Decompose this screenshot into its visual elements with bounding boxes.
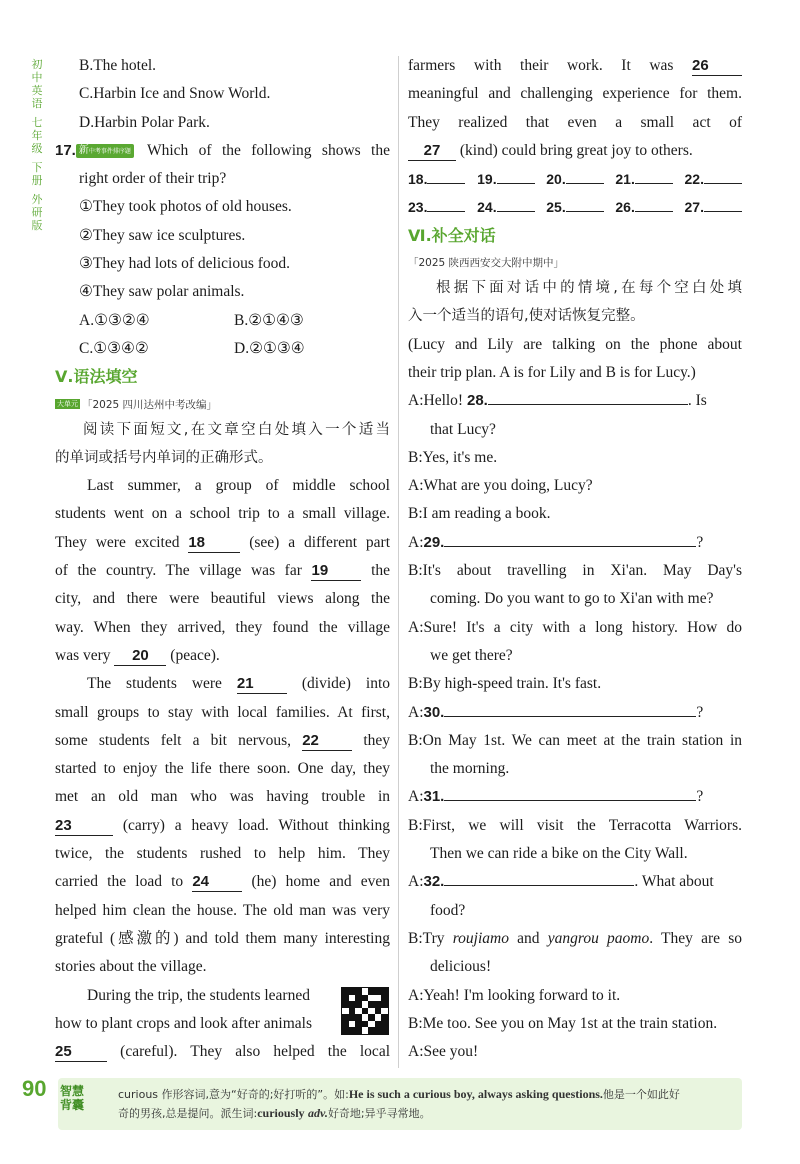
new-badge: 新中考事件排序题 bbox=[76, 144, 134, 158]
side-label-volume: 下册 bbox=[31, 161, 43, 187]
dialog-line: A:What are you doing, Lucy? bbox=[408, 477, 593, 495]
dialog-line: delicious! bbox=[430, 958, 492, 976]
passage-line: grateful (感激的) and told them many interesting bbox=[55, 929, 390, 947]
passage-line: met an old man who was having trouble in bbox=[55, 788, 390, 806]
q17-event-2: ②They saw ice sculptures. bbox=[79, 226, 246, 244]
passage-line: way. When they arrived, they found the village bbox=[55, 618, 390, 636]
answer-slot-19[interactable]: 19. bbox=[477, 165, 534, 193]
q16-option-d: D.Harbin Polar Park. bbox=[79, 113, 210, 131]
blank-27: 27 bbox=[408, 141, 456, 161]
blank-21: 21 bbox=[237, 674, 287, 694]
dialog-line: B:I am reading a book. bbox=[408, 505, 551, 523]
answer-slot-27[interactable]: 27. bbox=[685, 193, 742, 221]
answer-32-input[interactable] bbox=[444, 885, 634, 886]
q17-option-c: C.①③④② bbox=[79, 339, 149, 357]
dialog-line: A:30. ? bbox=[408, 703, 704, 721]
dialog-line: A:See you! bbox=[408, 1043, 479, 1061]
blank-19: 19 bbox=[311, 561, 361, 581]
dialog-line: B:Me too. See you on May 1st at the train station. bbox=[408, 1014, 718, 1032]
section5-instruction-1: 阅读下面短文,在文章空白处填入一个适当 bbox=[83, 421, 390, 438]
passage-line: was very 20 (peace). bbox=[55, 646, 220, 664]
answer-slot-25[interactable]: 25. bbox=[546, 193, 603, 221]
passage-line: carried the load to 24 (he) home and even bbox=[55, 873, 391, 891]
passage-line: students went on a school trip to a small village. bbox=[55, 505, 390, 523]
passage-line: helped him clean the house. The old man was very bbox=[55, 901, 390, 919]
passage-line: The students were 21 (divide) into bbox=[87, 675, 391, 693]
passage-line: 23 (carry) a heavy load. Without thinking bbox=[55, 816, 390, 834]
passage-line: small groups to stay with local families. At first, bbox=[55, 703, 390, 721]
q17-text-2: right order of their trip? bbox=[79, 170, 227, 188]
passage-line: 27 (kind) could bring great joy to others. bbox=[408, 137, 742, 165]
answer-slot-20[interactable]: 20. bbox=[546, 165, 603, 193]
blank-18: 18 bbox=[188, 533, 240, 553]
column-divider bbox=[398, 56, 399, 1068]
section6-title: Ⅵ.补全对话 bbox=[408, 225, 496, 245]
passage-line: 25 (careful). They also helped the local bbox=[55, 1043, 390, 1061]
passage-line: twice, the students rushed to help him. They bbox=[55, 845, 390, 863]
passage-line: Last summer, a group of middle school bbox=[87, 477, 390, 495]
footer-tag: 智慧背囊 bbox=[59, 1084, 84, 1112]
q16-option-c: C.Harbin Ice and Snow World. bbox=[79, 85, 271, 103]
q17-number: 17. bbox=[55, 141, 76, 159]
q17-options-row1 bbox=[55, 307, 390, 335]
dialog-line: the morning. bbox=[430, 760, 510, 778]
q17-text: Which of the following shows the bbox=[146, 141, 390, 159]
q17-options-row2 bbox=[55, 335, 390, 363]
answer-28-input[interactable] bbox=[488, 404, 688, 405]
side-label-edition: 外研版 bbox=[31, 193, 43, 232]
footer-line-1: curious 作形容词,意为“好奇的;好打听的”。如:He is such a curious boy, always asking questions.他是一个如此好 bbox=[118, 1087, 680, 1101]
dialog-line: we get there? bbox=[430, 646, 513, 664]
dialog-line: B:Yes, it's me. bbox=[408, 448, 498, 466]
passage-line: farmers with their work. It was 26 bbox=[408, 52, 742, 80]
passage-line: stories about the village. bbox=[55, 958, 207, 976]
answer-31-input[interactable] bbox=[444, 800, 696, 801]
side-label-subject: 初中英语 bbox=[31, 58, 43, 110]
passage-line: During the trip, the students learned bbox=[87, 986, 310, 1004]
passage-line: of the country. The village was far 19 the bbox=[55, 562, 391, 580]
answer-30-input[interactable] bbox=[444, 716, 696, 717]
dialog-line: B:By high-speed train. It's fast. bbox=[408, 675, 602, 693]
dialog-line: that Lucy? bbox=[430, 420, 496, 438]
passage-line: meaningful and challenging experience for them. bbox=[408, 85, 742, 103]
footer-tip-box bbox=[58, 1078, 742, 1130]
answer-slot-26[interactable]: 26. bbox=[615, 193, 672, 221]
blank-24: 24 bbox=[192, 872, 242, 892]
dialog-line: A:29. ? bbox=[408, 533, 704, 551]
dialog-context: their trip plan. A is for Lily and B is for Lucy.) bbox=[408, 363, 696, 381]
dialog-line: A:Sure! It's a city with a long history. How do bbox=[408, 618, 742, 636]
q17-event-4: ④They saw polar animals. bbox=[79, 283, 245, 301]
passage-line: how to plant crops and look after animals bbox=[55, 1014, 312, 1032]
q17-option-b: B.②①④③ bbox=[234, 311, 304, 329]
side-label-grade: 七年级 bbox=[31, 116, 43, 155]
answer-slot-22[interactable]: 22. bbox=[685, 165, 742, 193]
footer-line-2: 奇的男孩,总是提问。派生词:curiously adv.好奇地;异乎寻常地。 bbox=[118, 1106, 431, 1120]
section5-source: 大单元 「2025 四川达州中考改编」 bbox=[57, 398, 218, 411]
dialog-context: (Lucy and Lily are talking on the phone about bbox=[408, 335, 742, 353]
dialog-line: Then we can ride a bike on the City Wall. bbox=[430, 845, 688, 863]
page-number: 90 bbox=[22, 1076, 47, 1101]
dialog-line: B:First, we will visit the Terracotta Warriors. bbox=[408, 816, 742, 834]
dialog-line: A:31. ? bbox=[408, 788, 704, 806]
source-badge: 大单元 bbox=[57, 400, 78, 408]
left-column bbox=[55, 52, 390, 1066]
passage-line: city, and there were beautiful views along the bbox=[55, 590, 390, 608]
blank-20: 20 bbox=[114, 646, 166, 666]
dialog-line: A:Yeah! I'm looking forward to it. bbox=[408, 986, 621, 1004]
dialog-line: A:Hello! 28. . Is bbox=[408, 392, 707, 410]
section5-instruction-2: 的单词或括号内单词的正确形式。 bbox=[55, 449, 273, 466]
footer-text bbox=[118, 1085, 738, 1123]
section6-instruction-1: 根据下面对话中的情境,在每个空白处填 bbox=[436, 280, 742, 297]
section6-instruction-2: 入一个适当的语句,使对话恢复完整。 bbox=[408, 308, 645, 325]
q17-event-1: ①They took photos of old houses. bbox=[79, 198, 292, 216]
dialog-line: B:It's about travelling in Xi'an. May Day's bbox=[408, 562, 742, 580]
blank-22: 22 bbox=[302, 731, 352, 751]
answer-row-2 bbox=[408, 193, 742, 221]
passage-line: some students felt a bit nervous, 22 they bbox=[55, 731, 391, 749]
q17-option-d: D.②①③④ bbox=[234, 339, 305, 357]
answer-slot-21[interactable]: 21. bbox=[615, 165, 672, 193]
passage-line: They were excited 18 (see) a different part bbox=[55, 533, 391, 551]
dialog-line: B:Try roujiamo and yangrou paomo. They are so bbox=[408, 929, 742, 947]
qr-code-icon[interactable] bbox=[341, 987, 389, 1035]
blank-23: 23 bbox=[55, 816, 113, 836]
side-label bbox=[30, 58, 44, 238]
answer-29-input[interactable] bbox=[444, 546, 696, 547]
q17-event-3: ③They had lots of delicious food. bbox=[79, 255, 291, 273]
q17-option-a: A.①③②④ bbox=[79, 311, 150, 329]
answer-slot-24[interactable]: 24. bbox=[477, 193, 534, 221]
blank-25: 25 bbox=[55, 1042, 107, 1062]
section5-title: Ⅴ.语法填空 bbox=[55, 367, 138, 387]
answer-row-1 bbox=[408, 165, 742, 193]
answer-slot-18[interactable]: 18. bbox=[408, 165, 465, 193]
passage-line: They realized that even a small act of bbox=[408, 113, 742, 131]
right-column bbox=[408, 52, 742, 1066]
answer-slot-23[interactable]: 23. bbox=[408, 193, 465, 221]
q16-option-b: B.The hotel. bbox=[79, 57, 157, 74]
section6-source: 「2025 陕西西安交大附中期中」 bbox=[408, 257, 565, 270]
dialog-line: A:32. . What about bbox=[408, 873, 714, 891]
q17-stem bbox=[55, 137, 390, 165]
passage-line: started to enjoy the life there soon. One day, they bbox=[55, 760, 390, 778]
dialog-line: coming. Do you want to go to Xi'an with me? bbox=[430, 590, 714, 608]
blank-26: 26 bbox=[692, 56, 742, 76]
dialog-line: food? bbox=[430, 901, 466, 919]
dialog-line: B:On May 1st. We can meet at the train station in bbox=[408, 731, 742, 749]
